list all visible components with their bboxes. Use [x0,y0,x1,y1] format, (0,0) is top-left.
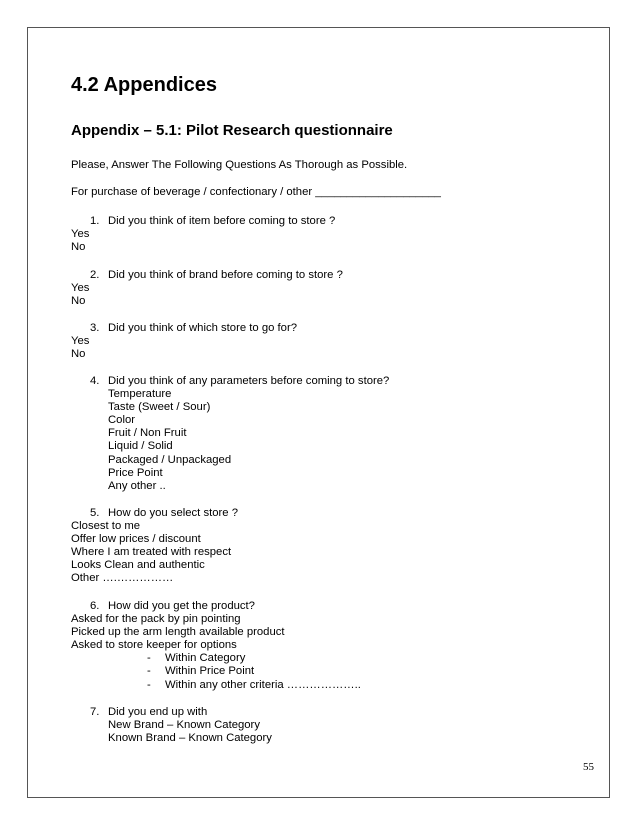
q6-option: Asked for the pack by pin pointing [71,613,241,625]
q4-option: Packaged / Unpackaged [108,454,232,466]
q7-number: 7. [90,706,100,718]
q4-option: Fruit / Non Fruit [108,427,187,439]
q6-dash: - [147,665,151,677]
q5-option: Looks Clean and authentic [71,559,205,571]
page-number: 55 [583,761,594,773]
q3-option-yes: Yes [71,335,90,347]
q3-option-no: No [71,348,86,360]
q4-option: Any other .. [108,480,166,492]
q7-option: New Brand – Known Category [108,719,260,731]
q6-dash: - [147,679,151,691]
q5-text: How do you select store ? [108,507,238,519]
q5-option: Offer low prices / discount [71,533,201,545]
page-heading: 4.2 Appendices [71,74,217,96]
q2-option-yes: Yes [71,282,90,294]
q4-option: Liquid / Solid [108,440,173,452]
q7-text: Did you end up with [108,706,208,718]
q6-number: 6. [90,600,100,612]
q3-text: Did you think of which store to go for? [108,322,298,334]
q3-number: 3. [90,322,100,334]
q5-option: Other ….…………… [71,572,174,584]
q6-sub-option: Within any other criteria ……………….. [165,679,361,691]
q5-option: Closest to me [71,520,141,532]
q1-number: 1. [90,215,100,227]
q1-option-yes: Yes [71,228,90,240]
q4-text: Did you think of any parameters before coming to store? [108,375,390,387]
q6-dash: - [147,652,151,664]
q5-number: 5. [90,507,100,519]
q1-text: Did you think of item before coming to store ? [108,215,336,227]
q4-option: Price Point [108,467,163,479]
q4-option: Taste (Sweet / Sour) [108,401,211,413]
q6-option: Asked to store keeper for options [71,639,237,651]
q6-sub-option: Within Category [165,652,246,664]
q6-text: How did you get the product? [108,600,255,612]
purchase-line: For purchase of beverage / confectionary / other ____________________ [71,186,441,198]
q2-number: 2. [90,269,100,281]
q6-sub-option: Within Price Point [165,665,255,677]
instructions: Please, Answer The Following Questions As Thorough as Possible. [71,159,408,171]
q6-option: Picked up the arm length available product [71,626,285,638]
q2-text: Did you think of brand before coming to store ? [108,269,343,281]
appendix-title: Appendix – 5.1: Pilot Research questionnaire [71,122,393,139]
q5-option: Where I am treated with respect [71,546,232,558]
q1-option-no: No [71,241,86,253]
q4-option: Color [108,414,135,426]
q7-option: Known Brand – Known Category [108,732,272,744]
q4-number: 4. [90,375,100,387]
q2-option-no: No [71,295,86,307]
q4-option: Temperature [108,388,172,400]
